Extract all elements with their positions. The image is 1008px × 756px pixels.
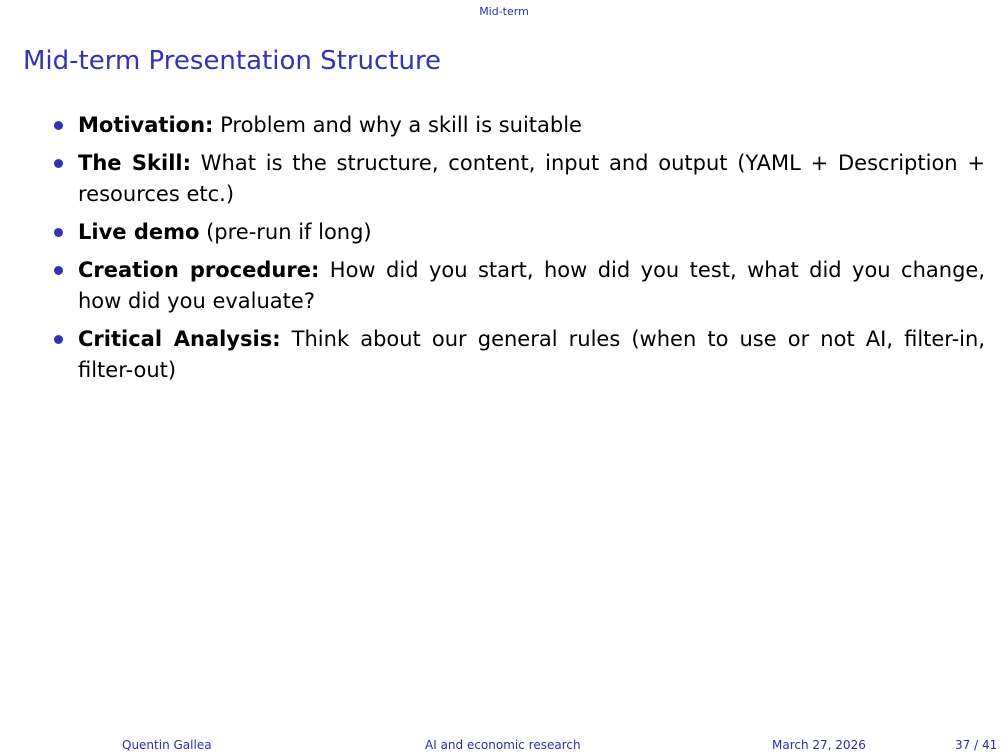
bullet-item-motivation — [50, 110, 985, 141]
slide-footer — [0, 738, 1008, 754]
footer-page-number: 37 / 41 — [955, 738, 998, 752]
bullet-text: Problem and why a skill is suitable — [213, 113, 582, 137]
bullet-term: Motivation: — [78, 113, 214, 137]
bullet-text: (pre-run if long) — [199, 220, 372, 244]
bullet-dot-icon — [54, 266, 63, 275]
bullet-item-the-skill — [50, 148, 985, 210]
bullet-list — [50, 110, 985, 393]
footer-title: AI and economic research — [425, 738, 581, 752]
bullet-text: What is the structure, content, input and output (YAML + Description + resources etc.) — [78, 151, 985, 206]
header-section-title: Mid-term — [479, 5, 529, 18]
bullet-dot-icon — [54, 121, 63, 130]
bullet-dot-icon — [54, 335, 63, 344]
bullet-item-creation-procedure — [50, 255, 985, 317]
bullet-dot-icon — [54, 228, 63, 237]
bullet-text: How did you start, how did you test, what did you change, how did you evaluate? — [78, 258, 986, 313]
bullet-term: The Skill: — [78, 151, 192, 175]
bullet-text: Think about our general rules (when to use or not AI, filter-in, filter-out) — [78, 327, 985, 382]
bullet-term: Creation procedure: — [78, 258, 320, 282]
footer-author: Quentin Gallea — [122, 738, 212, 752]
bullet-term: Live demo — [78, 220, 200, 244]
bullet-item-critical-analysis — [50, 324, 985, 386]
slide-title: Mid-term Presentation Structure — [23, 46, 442, 76]
footer-date: March 27, 2026 — [772, 738, 866, 752]
bullet-dot-icon — [54, 159, 63, 168]
bullet-item-live-demo — [50, 217, 985, 248]
bullet-term: Critical Analysis: — [78, 327, 281, 351]
